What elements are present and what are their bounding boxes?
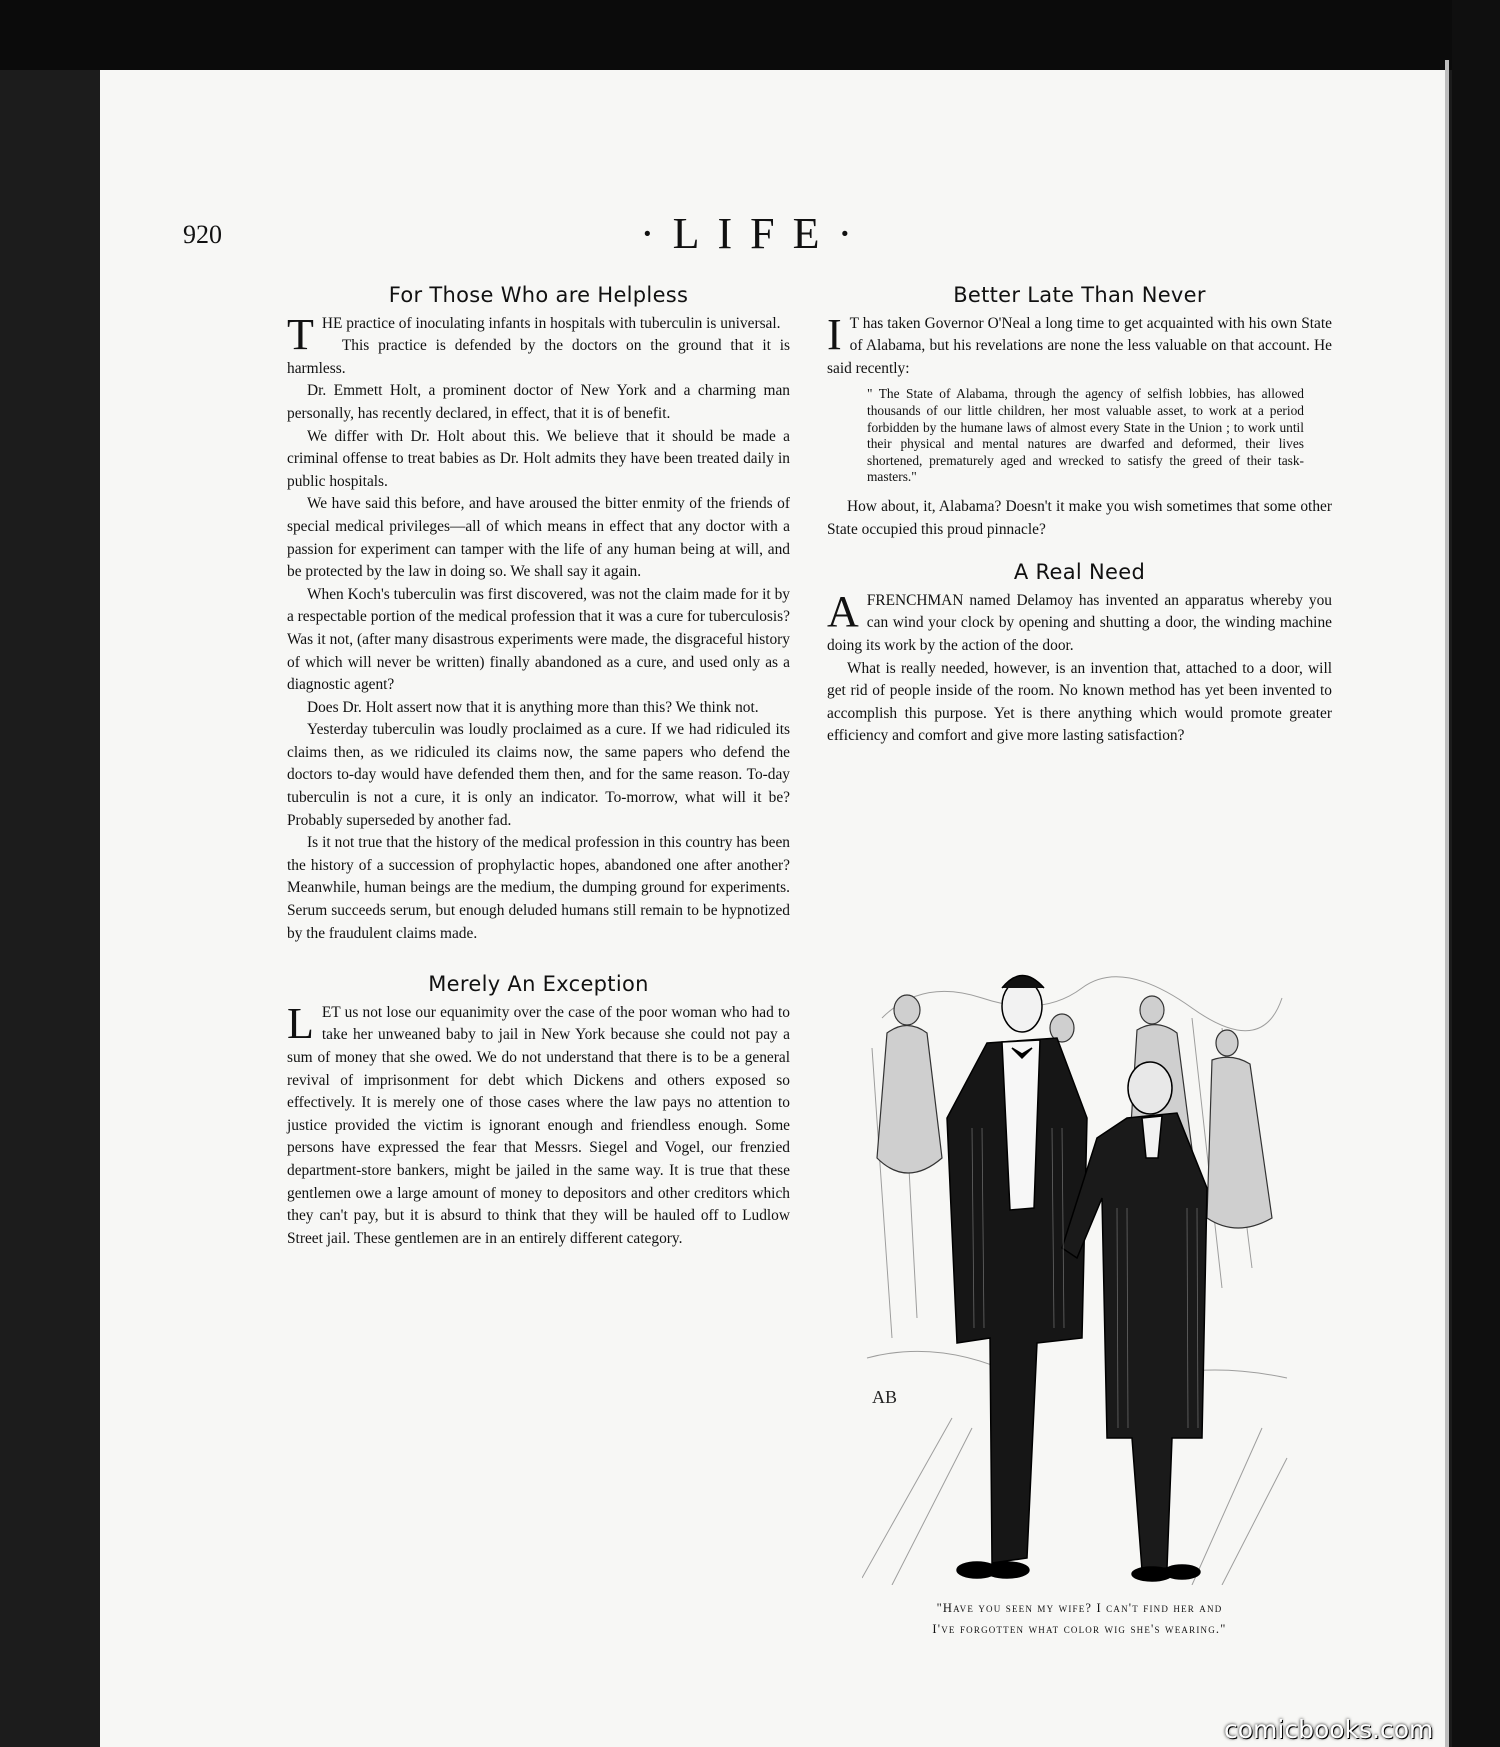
article-title-better-late: Better Late Than Never bbox=[953, 283, 1206, 307]
article-paragraph: When Koch's tuberculin was first discovered, was not the claim made for it by a respectable portion of the medical profession that it was a cure for tuberculosis? Was it not, (after many disastrous experiments were made, the disgraceful history of which will never be written) finally abandoned as a cure, and used only as a diagnostic agent? bbox=[287, 585, 791, 694]
block-quote: " The State of Alabama, through the agency of selfish lobbies, has allowed thousands of our little children, her most valuable asset, to work at a period forbidden by the humane laws of almost every State in the Union ; to work until their physical and mental natures are dwarfed and deformed, their lives shortened, prematurely aged and wrecked to satisfy the greed of their task-masters." bbox=[867, 386, 1304, 485]
article-paragraph: Is it not true that the history of the medical profession in this country has been the history of a succession of prophylactic hopes, abandoned one after another? Meanwhile, human beings are the medium, the dumping ground for experiments. Serum succeeds serum, but enough deluded humans still remain to be hypnotized by the fraudulent claims made. bbox=[287, 834, 790, 942]
article-paragraph: How about, it, Alabama? Doesn't it make you wish sometimes that some other State occupied this proud pinnacle? bbox=[827, 497, 1332, 538]
article-paragraph: Yesterday tuberculin was loudly proclaimed as a cure. If we had ridiculed its claims then, as we ridiculed its claims now, the same papers who defend the doctors to-day would have defended them then, and for the same reason. To-day tuberculin is not a cure, it is only an indicator. To-morrow, what will it be? Probably superseded by another fad. bbox=[287, 721, 790, 829]
illustration-caption bbox=[827, 1598, 1332, 1640]
article-paragraph: Dr. Emmett Holt, a prominent doctor of New York and a charming man personally, has recently declared, in effect, that it is of benefit. bbox=[287, 382, 790, 422]
article-paragraph: Does Dr. Holt assert now that it is anything more than this? We think not. bbox=[307, 698, 759, 716]
watermark: comicbooks.com bbox=[1224, 1715, 1434, 1744]
right-column bbox=[827, 284, 1332, 748]
article-paragraph: This practice is defended by the doctors on the ground that it is harmless. bbox=[287, 337, 790, 377]
drop-cap: I bbox=[827, 309, 842, 359]
article-title-helpless: For Those Who are Helpless bbox=[388, 283, 689, 307]
caption-line: I've forgotten what color wig she's wearing." bbox=[932, 1622, 1227, 1636]
drop-cap: A bbox=[827, 586, 859, 636]
masthead: ·LIFE· bbox=[640, 209, 871, 258]
article-paragraph: What is really needed, however, is an invention that, attached to a door, will get rid of people inside of the room. No known method has yet been invented to accomplish this purpose. Yet is there anything which would promote greater efficiency and comfort and give more lasting satisfaction? bbox=[827, 659, 1332, 745]
article-paragraph: LET us not lose our equanimity over the case of the poor woman who had to take her unweaned baby to jail in New York because she could not pay a sum of money that she owed. We do not understand that there is to be a general revival of imprisonment for debt which Dickens and others exposed so effectively. It is merely one of those cases where the law pays no attention to justice provided the victim is ignorant enough and friendless enough. Some persons have expressed the fear that Messrs. Siegel and Vogel, our frenzied department-store bankers, might be jailed in the same way. It is true that these gentlemen owe a large amount of money to depositors and other creditors which they can't pay, but it is absurd to think that they will be hauled off to Ludlow Street jail. These gentlemen are in an entirely different category. bbox=[287, 998, 790, 1247]
article-title-exception: Merely An Exception bbox=[428, 972, 649, 997]
article-paragraph: THE practice of inoculating infants in hospitals with tuberculin is universal. bbox=[287, 309, 781, 359]
scan-spine-edge bbox=[1445, 60, 1449, 1747]
masthead-title: LIFE bbox=[672, 209, 838, 258]
scan-right-border bbox=[1452, 0, 1500, 1747]
article-paragraph: AFRENCHMAN named Delamoy has invented an apparatus whereby you can wind your clock by opening and shutting a door, the winding machine doing its work by the action of the door. bbox=[827, 586, 1332, 654]
left-column bbox=[287, 284, 790, 1250]
article-title-real-need: A Real Need bbox=[1013, 560, 1146, 585]
scan-top-border bbox=[0, 0, 1500, 70]
artist-monogram: AB bbox=[872, 1387, 898, 1407]
article-paragraph: We have said this before, and have aroused the bitter enmity of the friends of special medical privileges—all of which means in effect that any doctor with a passion for experiment can tamper with the life of any human being at will, and be protected by the law in doing so. We shall say it again. bbox=[287, 495, 790, 581]
caption-line: "Have you seen my wife? I can't find her and bbox=[936, 1601, 1223, 1615]
page-number: 920 bbox=[183, 220, 222, 249]
article-paragraph: I T has taken Governor O'Neal a long time to get acquainted with his own State of Alabama, but his revelations are none the less valuable on that account. He said recently: bbox=[827, 309, 1332, 377]
cartoon-illustration bbox=[862, 958, 1294, 1585]
drop-cap: T bbox=[287, 309, 314, 359]
article-paragraph: We differ with Dr. Holt about this. We believe that it should be made a criminal offense to treat babies as Dr. Holt admits they have been treated daily in public hospitals. bbox=[287, 427, 790, 490]
drop-cap: L bbox=[287, 998, 314, 1048]
